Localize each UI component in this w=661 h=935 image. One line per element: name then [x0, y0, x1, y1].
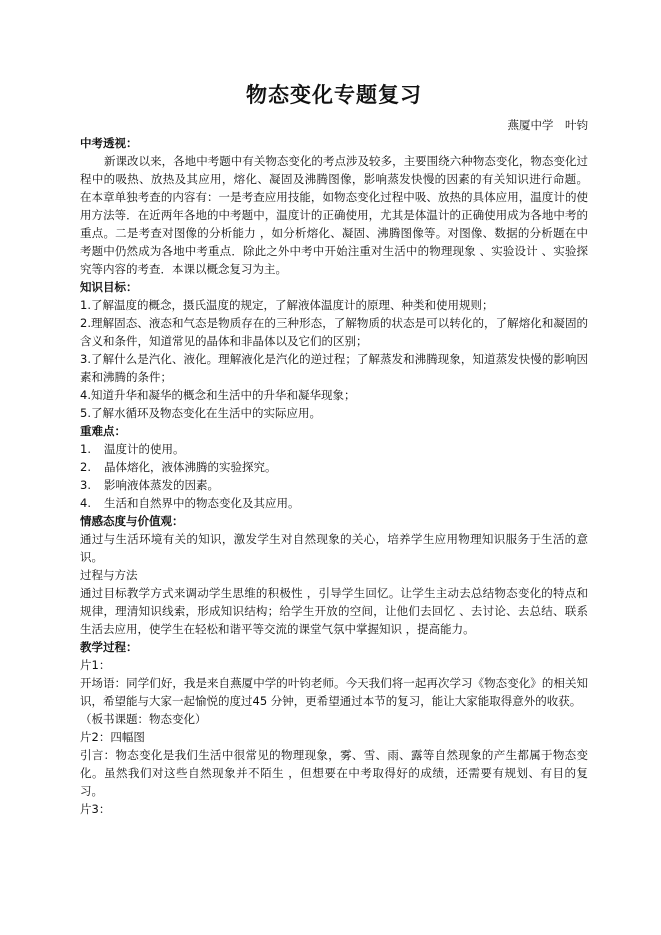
list-item [80, 494, 588, 512]
list-item [80, 458, 588, 476]
list-item [80, 476, 588, 494]
list-item: 2.理解固态、液态和气态是物质存在的三种形态，了解物质的状态是可以转化的，了解熔化和凝固的含义和条件，知道常见的晶体和非晶体以及它们的区别； [80, 316, 588, 348]
list-item [80, 440, 588, 458]
key-points-heading: 重难点： [80, 424, 126, 438]
emotion-paragraph: 通过与生活环境有关的知识，激发学生对自然现象的关心，培养学生应用物理知识服务于生活的意识。 [80, 532, 588, 564]
slide-2-paragraph: 引言：物态变化是我们生活中很常见的物理现象，雾、雪、雨、露等自然现象的产生都属于物态变化。虽然我们对这些自然现象并不陌生 ，但想要在中考取得好的成绩，还需要有规划、有目的复习。 [80, 748, 588, 798]
item-number: 1. [80, 442, 91, 456]
method-heading: 过程与方法 [80, 568, 138, 582]
slide-1-label: 片1： [80, 658, 111, 672]
slide-3-label: 片3： [80, 802, 111, 816]
list-item: 4.知道升华和凝华的概念和生活中的升华和凝华现象； [80, 388, 356, 402]
method-paragraph: 通过目标教学方式来调动学生思维的积极性 ，引导学生回忆。让学生主动去总结物态变化的特点和规律，理清知识线索，形成知识结构；给学生开放的空间，让他们去回忆 、去讨论、去总结、联系生活去应用，使学生在轻松和谐平等交流的课堂气氛中掌握知识 ，提高能力。 [80, 586, 588, 636]
slide-2-label: 片2：四幅图 [80, 730, 145, 744]
exam-heading: 中考透视： [80, 136, 138, 150]
list-item: 5.了解水循环及物态变化在生活中的实际应用。 [80, 406, 321, 420]
item-text: 晶体熔化，液体沸腾的实验探究。 [104, 460, 277, 474]
teaching-process-heading: 教学过程： [80, 640, 138, 654]
item-text: 影响液体蒸发的因素。 [104, 478, 219, 492]
knowledge-goal-heading: 知识目标： [80, 280, 138, 294]
document-page [80, 82, 588, 818]
slide-1-paragraph: 开场语：同学们好，我是来自燕厦中学的叶钧老师。今天我们将一起再次学习《物态变化》的相关知识，希望能与大家一起愉悦的度过45 分钟，更希望通过本节的复习，能让大家能取得意外的收获。 [80, 676, 588, 708]
knowledge-goal-list [80, 296, 588, 422]
board-note: （板书课题：物态变化） [80, 712, 207, 726]
exam-paragraph: 新课改以来，各地中考题中有关物态变化的考点涉及较多，主要围绕六种物态变化，物态变化过程中的吸热、放热及其应用，熔化、凝固及沸腾图像，影响蒸发快慢的因素的有关知识进行命题。 在本章单独考查的内容有：一是考查应用技能，如物态变化过程中吸、放热的具体应用，温度计的使用方法等．在近两年各地的中考题中，温度计的正确使用，尤其是体温计的正确使用成为各地中考的重点。二是考查对图像的分析能力 ，如分析熔化、凝固、沸腾图像等。对图像、数据的分析题在中考题中仍然成为各地中考重点．除此之外中考中开始注重对生活中的物理现象 、实验设计 、实验探究等内容的考查．本课以概念复习为主。 [80, 154, 588, 276]
page-title: 物态变化专题复习 [246, 83, 422, 107]
list-item: 3.了解什么是汽化、液化。理解液化是汽化的逆过程；了解蒸发和沸腾现象，知道蒸发快慢的影响因素和沸腾的条件； [80, 352, 588, 384]
item-number: 3. [80, 478, 91, 492]
item-number: 4. [80, 496, 91, 510]
item-text: 温度计的使用。 [104, 442, 185, 456]
key-points-list [80, 440, 588, 512]
author-line: 燕厦中学 叶钧 [507, 118, 588, 132]
item-text: 生活和自然界中的物态变化及其应用。 [104, 496, 300, 510]
item-number: 2. [80, 460, 91, 474]
list-item: 1.了解温度的概念，摄氏温度的规定，了解液体温度计的原理、种类和使用规则； [80, 298, 494, 312]
emotion-heading: 情感态度与价值观： [80, 514, 184, 528]
